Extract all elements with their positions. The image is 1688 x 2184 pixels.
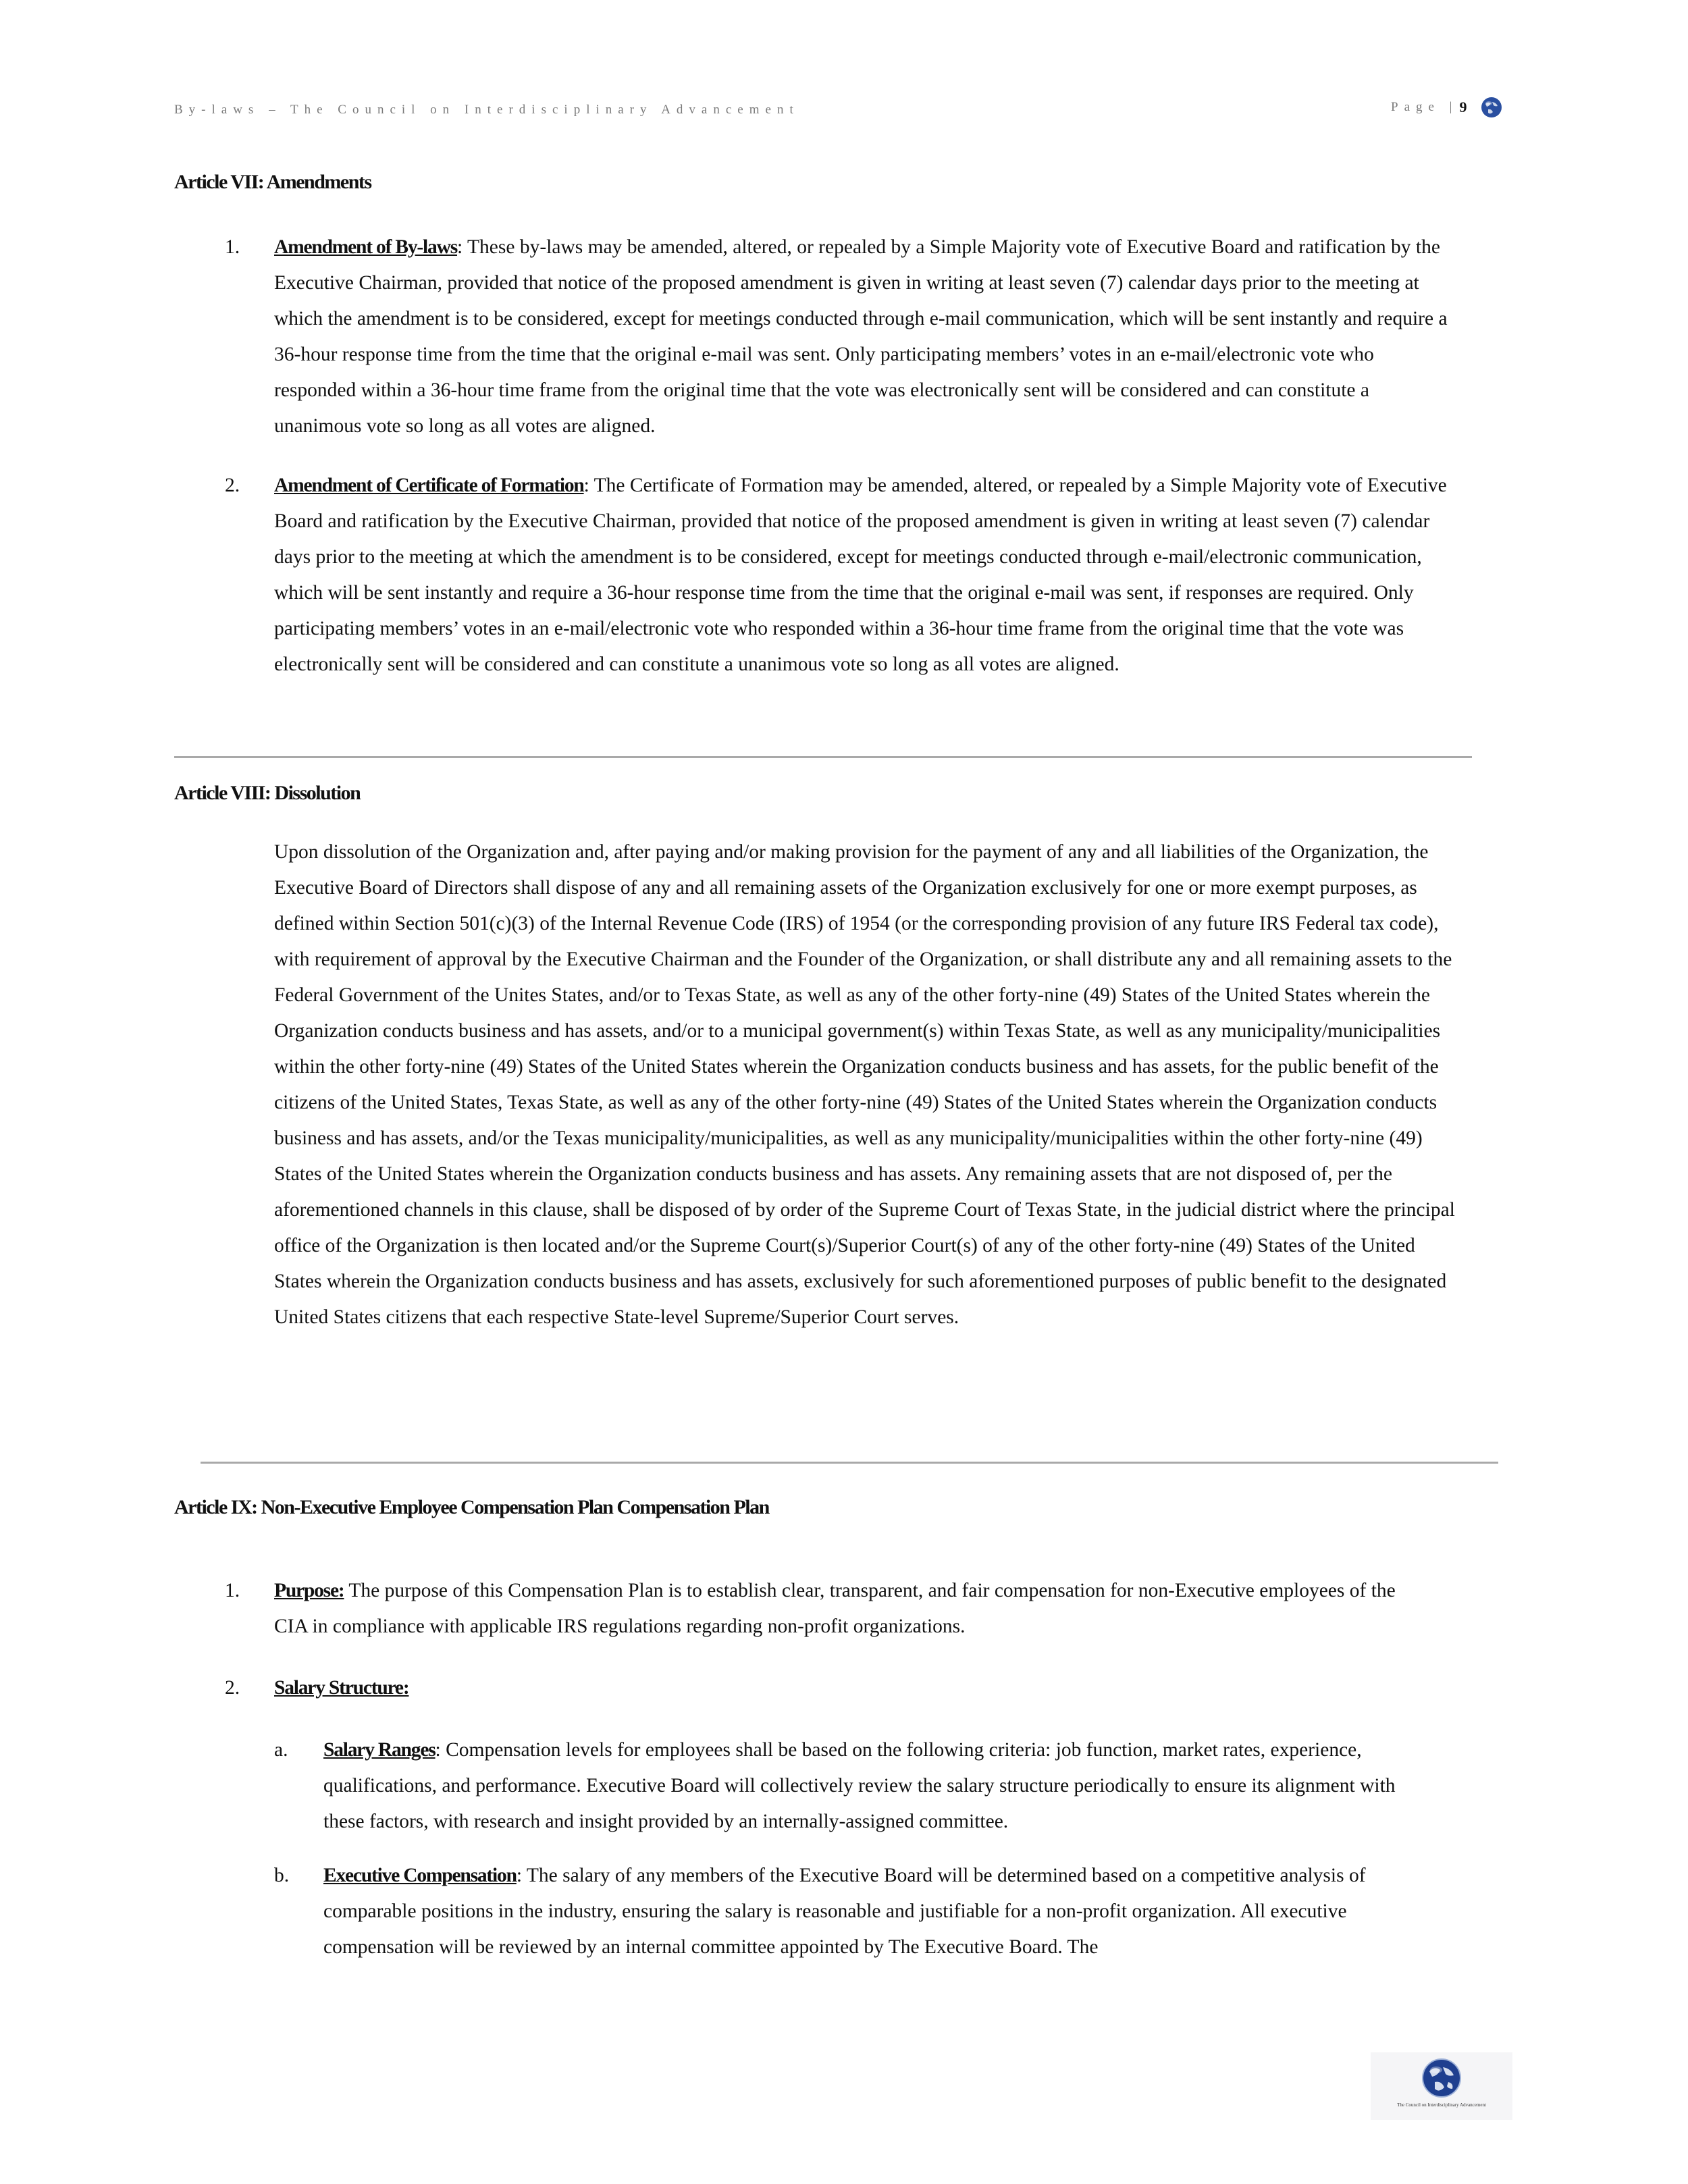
term-label: Salary Structure: <box>274 1677 409 1699</box>
section-divider <box>201 1462 1498 1464</box>
list-number: 2. <box>225 475 240 496</box>
list-letter: b. <box>274 1865 290 1886</box>
article-8-heading: Article VIII: Dissolution <box>174 782 361 804</box>
purpose-item <box>274 1573 1408 1645</box>
article-7-heading: Article VII: Amendments <box>174 171 371 193</box>
page-label: Page | <box>1391 100 1458 114</box>
amendment-certificate-item <box>274 468 1462 683</box>
dissolution-paragraph: Upon dissolution of the Organization and, after paying and/or making provision for the payment of any and all liabilities of the Organization, the Executive Board of Directors shall dispose of any and all remaining assets of the Organization exclusively for one or more exempt purposes, as defined within Section 501(c)(3) of the Internal Revenue Code (IRS) of 1954 (or the corresponding provision of any future IRS Federal tax code), with requirement of approval by the Executive Chairman and the Founder of the Organization, or shall distribute any and all remaining assets to the Federal Government of the Unites States, and/or to Texas State, as well as any of the other forty-nine (49) States of the United States wherein the Organization conducts business and has assets, and/or to a municipal government(s) within Texas State, as well as any municipality/municipalities within the other forty-nine (49) States of the United States wherein the Organization conducts business and has assets, for the public benefit of the citizens of the United States, Texas State, as well as any of the other forty-nine (49) States of the United States wherein the Organization conducts business and has assets, and/or the Texas municipality/municipalities, as well as any municipality/municipalities within the other forty-nine (49) States of the United States wherein the Organization conducts business and has assets. Any remaining assets that are not disposed of, per the aforementioned channels in this clause, shall be disposed of by order of the Supreme Court of Texas State, in the judicial district where the principal office of the Organization is then located and/or the Supreme Court(s)/Superior Court(s) of any of the other forty-nine (49) States of the United States wherein the Organization conducts business and has assets, exclusively for such aforementioned purposes of public benefit to the designated United States citizens that each respective State-level Supreme/Superior Court serves. <box>274 841 1455 1328</box>
item-text: : The salary of any members of the Executive Board will be determined based on a competitive analysis of comparable positions in the industry, ensuring the salary is reasonable and justifiable for a non-profit organization. All executive compensation will be reviewed by an internal committee appointed by The Executive Board. The <box>323 1865 1366 1958</box>
footer-logo-text: The Council on Interdisciplinary Advancement <box>1397 2102 1486 2108</box>
running-header-title: By-laws – The Council on Interdisciplinary Advancement <box>174 103 799 117</box>
salary-structure-item <box>274 1670 1408 1706</box>
section-divider <box>174 756 1472 758</box>
executive-compensation-item <box>323 1858 1444 1965</box>
globe-icon <box>1480 96 1503 119</box>
item-text: : The Certificate of Formation may be amended, altered, or repealed by a Simple Majority vote of Executive Board and ratification by the Executive Chairman, provided that notice of the proposed amendment is given in writing at least seven (7) calendar days prior to the meeting at which the amendment is to be considered, except for meetings conducted through e-mail/electronic communication, which will be sent instantly and require a 36-hour response time from the time that the original e-mail was sent, if responses are required. Only participating members’ votes in an e-mail/electronic vote who responded within a 36-hour time frame from the original time that the vote was electronically sent will be considered and can constitute a unanimous vote so long as all votes are aligned. <box>274 475 1447 675</box>
item-text: The purpose of this Compensation Plan is to establish clear, transparent, and fair compensation for non-Executive employees of the CIA in compliance with applicable IRS regulations regarding non-profit organizations. <box>274 1580 1396 1637</box>
page-indicator <box>1391 99 1467 116</box>
amendment-bylaws-item <box>274 230 1456 444</box>
list-number: 1. <box>225 1580 240 1601</box>
item-text: : Compensation levels for employees shall be based on the following criteria: job function, market rates, experience, qualifications, and performance. Executive Board will collectively review the salary structure periodically to ensure its alignment with these factors, with research and insight provided by an internally-assigned committee. <box>323 1739 1396 1832</box>
globe-icon <box>1420 2056 1463 2100</box>
term-label: Salary Ranges <box>323 1739 436 1761</box>
page-number: 9 <box>1459 99 1467 115</box>
list-number: 2. <box>225 1677 240 1699</box>
term-label: Executive Compensation <box>323 1865 517 1886</box>
term-label: Amendment of Certificate of Formation <box>274 475 584 496</box>
salary-ranges-item <box>323 1732 1417 1840</box>
footer-logo <box>1371 2052 1512 2120</box>
list-number: 1. <box>225 236 240 258</box>
article-9-heading: Article IX: Non-Executive Employee Compensation Plan Compensation Plan <box>174 1496 769 1518</box>
term-label: Amendment of By-laws <box>274 236 457 258</box>
item-text: : These by-laws may be amended, altered, or repealed by a Simple Majority vote of Executive Board and ratification by the Executive Chairman, provided that notice of the proposed amendment is given in writing at least seven (7) calendar days prior to the meeting at which the amendment is to be considered, except for meetings conducted through e-mail communication, which will be sent instantly and require a 36-hour response time from the time that the original e-mail was sent. Only participating members’ votes in an e-mail/electronic vote who responded within a 36-hour time frame from the original time that the vote was electronically sent will be considered and can constitute a unanimous vote so long as all votes are aligned. <box>274 236 1448 437</box>
term-label: Purpose: <box>274 1580 344 1601</box>
list-letter: a. <box>274 1739 288 1761</box>
